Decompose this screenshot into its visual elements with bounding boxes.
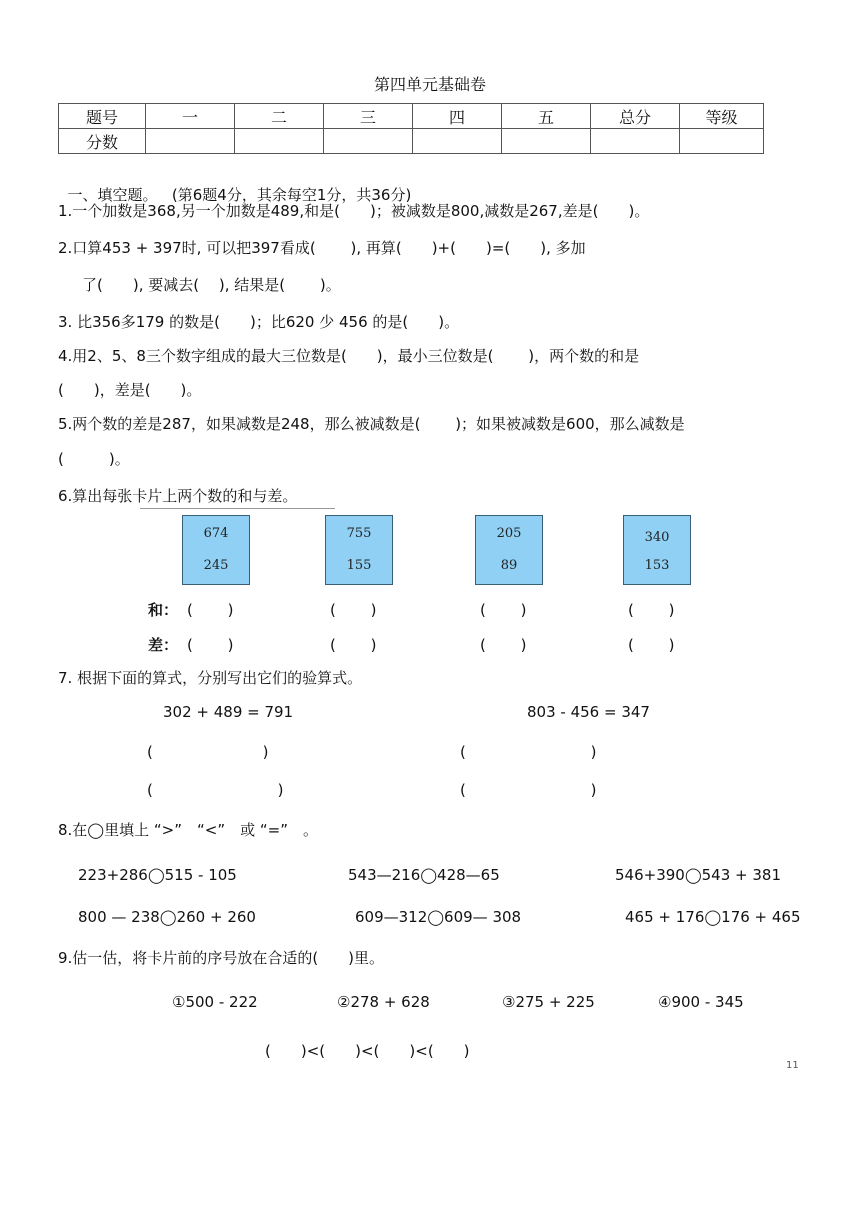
- card-top-number: 340: [644, 530, 670, 545]
- question-5-line-2: ( )。: [58, 450, 130, 468]
- score-cell[interactable]: [235, 129, 324, 154]
- question-7: 7. 根据下面的算式，分别写出它们的验算式。: [58, 669, 363, 687]
- sum-label: 和：: [148, 601, 179, 619]
- underline-decoration: [140, 508, 335, 509]
- compare-item[interactable]: 465 + 176◯176 + 465: [625, 908, 801, 926]
- check-blank[interactable]: ( ): [460, 781, 597, 799]
- card-top-number: 205: [496, 526, 522, 541]
- estimate-card: ①500 - 222: [172, 993, 258, 1011]
- question-9: 9.估一估，将卡片前的序号放在合适的( )里。: [58, 949, 385, 967]
- page-title: 第四单元基础卷: [373, 75, 486, 94]
- equation: 302 + 489 = 791: [163, 703, 294, 721]
- ordering-blanks[interactable]: ( )<( )<( )<( ): [265, 1042, 470, 1060]
- score-cell[interactable]: [591, 129, 680, 154]
- page-number: 11: [786, 1060, 799, 1071]
- compare-item[interactable]: 546+390◯543 + 381: [615, 866, 781, 884]
- score-cell[interactable]: [413, 129, 502, 154]
- sum-blank[interactable]: ( ): [480, 601, 527, 619]
- compare-item[interactable]: 800 — 238◯260 + 260: [78, 908, 256, 926]
- score-cell[interactable]: [146, 129, 235, 154]
- score-table-score-row: [59, 129, 764, 154]
- question-6: 6.算出每张卡片上两个数的和与差。: [58, 487, 298, 505]
- score-table: [58, 103, 764, 154]
- section-note: (第6题4分，其余每空1分，共36分): [171, 186, 412, 204]
- score-cell[interactable]: [680, 129, 764, 154]
- card-bottom-number: 245: [203, 558, 229, 573]
- score-row-label: 分数: [59, 129, 146, 154]
- difference-blank[interactable]: ( ): [480, 636, 527, 654]
- section-heading: [58, 165, 411, 205]
- score-table-header-row: [59, 104, 764, 129]
- section-title: 一、填空题。: [67, 186, 158, 204]
- question-5-line-1: 5.两个数的差是287，如果减数是248，那么被减数是( )；如果被减数是600，那么减数是: [58, 415, 685, 433]
- difference-label: 差：: [148, 636, 179, 654]
- header-cell: 二: [235, 104, 324, 129]
- header-cell: 三: [324, 104, 413, 129]
- question-4-line-2: ( )，差是( )。: [58, 381, 202, 399]
- difference-blank[interactable]: ( ): [330, 636, 377, 654]
- compare-item[interactable]: 543—216◯428—65: [348, 866, 500, 884]
- card-top-number: 674: [203, 526, 229, 541]
- check-blank[interactable]: ( ): [147, 781, 284, 799]
- header-cell: 题号: [59, 104, 146, 129]
- question-4-line-1: 4.用2、5、8三个数字组成的最大三位数是( )，最小三位数是( )，两个数的和是: [58, 347, 640, 365]
- header-cell: 总分: [591, 104, 680, 129]
- card-bottom-number: 155: [346, 558, 372, 573]
- question-8: 8.在◯里填上 “>” “<” 或 “=” 。: [58, 821, 318, 839]
- card-bottom-number: 89: [500, 558, 518, 573]
- header-cell: 四: [413, 104, 502, 129]
- estimate-card: ③275 + 225: [502, 993, 595, 1011]
- sum-blank[interactable]: ( ): [330, 601, 377, 619]
- estimate-card: ②278 + 628: [337, 993, 430, 1011]
- sum-blank[interactable]: ( ): [628, 601, 675, 619]
- difference-blank[interactable]: ( ): [628, 636, 675, 654]
- number-card: [623, 515, 691, 585]
- number-card: [182, 515, 250, 585]
- check-blank[interactable]: ( ): [147, 743, 269, 761]
- estimate-card: ④900 - 345: [658, 993, 744, 1011]
- question-1: 1.一个加数是368,另一个加数是489,和是( )；被减数是800,减数是267,差是( )。: [58, 202, 650, 220]
- sum-blank[interactable]: ( ): [187, 601, 234, 619]
- card-top-number: 755: [346, 526, 372, 541]
- header-cell: 五: [502, 104, 591, 129]
- header-cell: 等级: [680, 104, 764, 129]
- card-bottom-number: 153: [644, 558, 670, 573]
- equation: 803 - 456 = 347: [527, 703, 650, 721]
- check-blank[interactable]: ( ): [460, 743, 597, 761]
- score-cell[interactable]: [324, 129, 413, 154]
- compare-item[interactable]: 223+286◯515 - 105: [78, 866, 237, 884]
- number-card: [475, 515, 543, 585]
- number-card: [325, 515, 393, 585]
- score-cell[interactable]: [502, 129, 591, 154]
- question-2-line-2: 了( ), 要减去( ), 结果是( )。: [82, 276, 341, 294]
- question-2-line-1: 2.口算453 + 397时, 可以把397看成( ), 再算( )+( )=( ), 多加: [58, 239, 586, 257]
- question-3: 3. 比356多179 的数是( )；比620 少 456 的是( )。: [58, 313, 460, 331]
- compare-item[interactable]: 609—312◯609— 308: [355, 908, 522, 926]
- header-cell: 一: [146, 104, 235, 129]
- difference-blank[interactable]: ( ): [187, 636, 234, 654]
